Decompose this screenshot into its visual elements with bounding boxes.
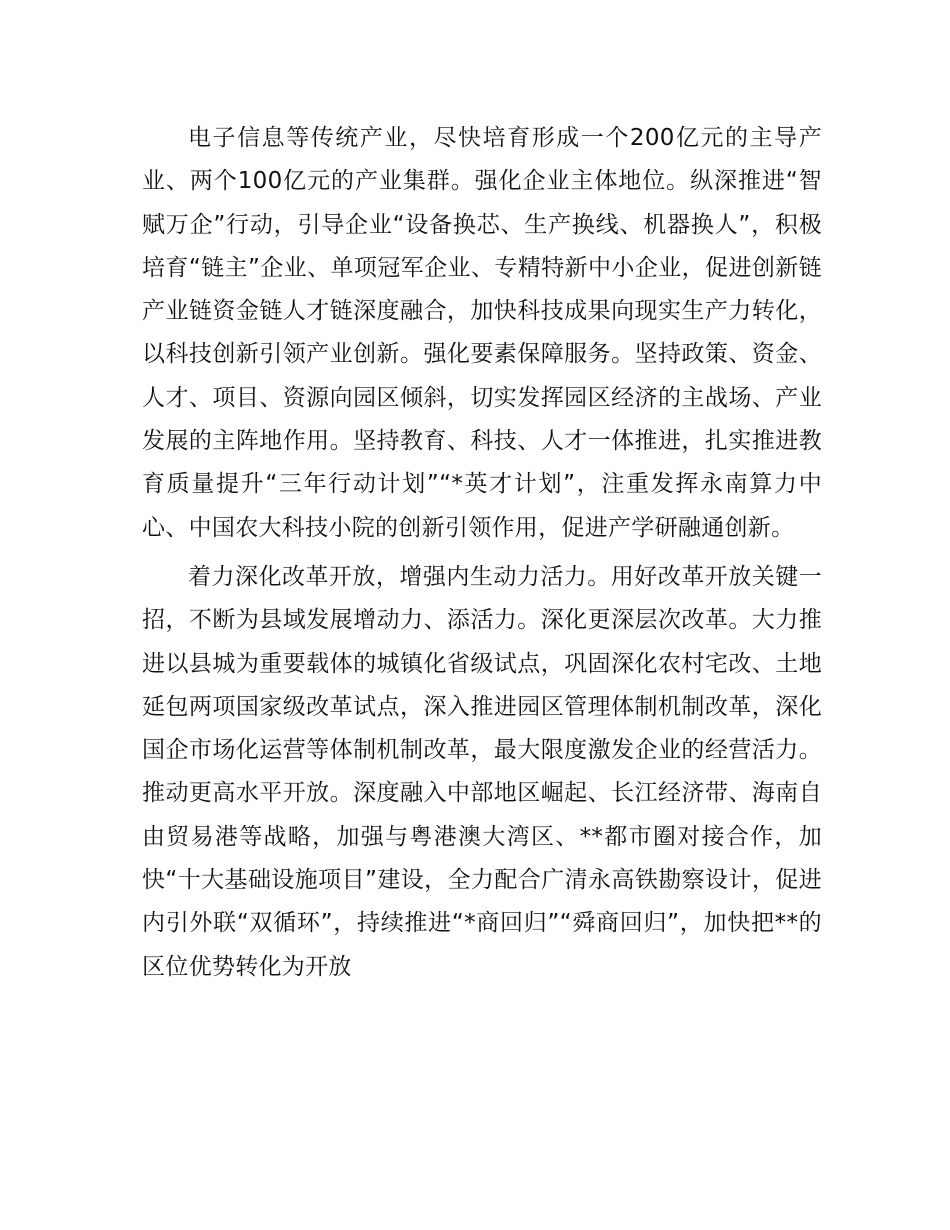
document-body [142,117,822,989]
paragraph-industry-innovation: 电子信息等传统产业，尽快培育形成一个200亿元的主导产业、两个100亿元的产业集群。强化企业主体地位。纵深推进“智赋万企”行动，引导企业“设备换芯、生产换线、机器换人”，积极培育“链主”企业、单项冠军企业、专精特新中小企业，促进创新链产业链资金链人才链深度融合，加快科技成果向现实生产力转化，以科技创新引领产业创新。强化要素保障服务。坚持政策、资金、人才、项目、资源向园区倾斜，切实发挥园区经济的主战场、产业发展的主阵地作用。坚持教育、科技、人才一体推进，扎实推进教育质量提升“三年行动计划”“*英才计划”，注重发挥永南算力中心、中国农大科技小院的创新引领作用，促进产学研融通创新。 [142,125,822,541]
paragraph-reform-opening: 着力深化改革开放，增强内生动力活力。用好改革开放关键一招，不断为县域发展增动力、添活力。深化更深层次改革。大力推进以县城为重要载体的城镇化省级试点，巩固深化农村宅改、土地延包两项国家级改革试点，深入推进园区管理体制机制改革，深化国企市场化运营等体制机制改革，最大限度激发企业的经营活力。推动更高水平开放。深度融入中部地区崛起、长江经济带、海南自由贸易港等战略，加强与粤港澳大湾区、**都市圈对接合作，加快“十大基础设施项目”建设，全力配合广清永高铁勘察设计，促进内引外联“双循环”，持续推进“*商回归”“舜商回归”，加快把**的区位优势转化为开放 [142,563,822,980]
